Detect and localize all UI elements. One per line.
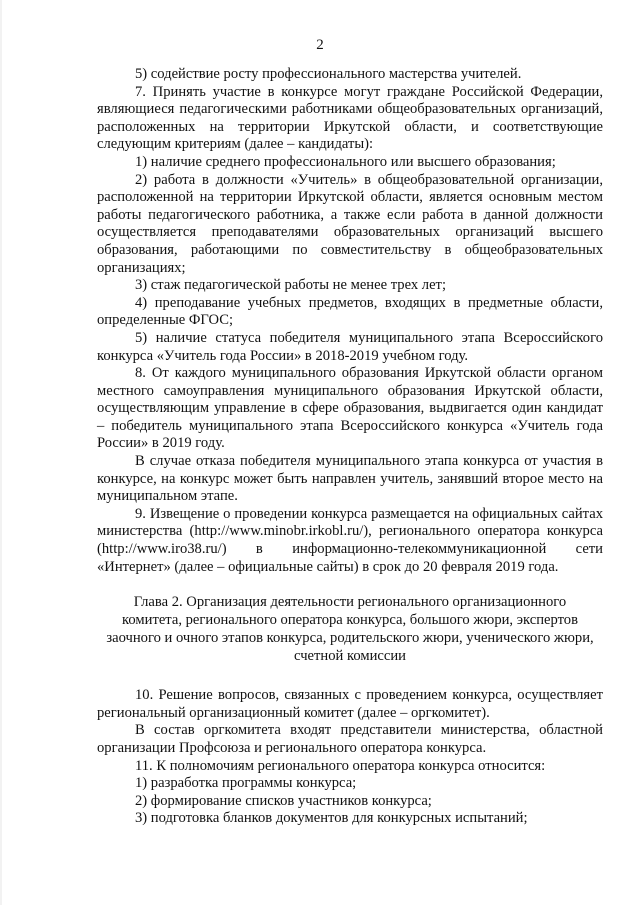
criterion-5-winner-status: 5) наличие статуса победителя муниципального этапа Всероссийского конкурса «Учитель года России» в 2018-2019 учебном году. — [97, 329, 603, 364]
paragraph-10-orgcommittee: 10. Решение вопросов, связанных с проведением конкурса, осуществляет региональный организационный комитет (далее – оргкомитет). — [97, 687, 603, 721]
criterion-1-education: 1) наличие среднего профессионального или высшего образования; — [135, 153, 556, 170]
criterion-3-experience: 3) стаж педагогической работы не менее трех лет; — [135, 277, 446, 294]
paragraph-refusal-case: В случае отказа победителя муниципального этапа конкурса от участия в конкурсе, на конкурс может быть направлен учитель, занявший второе место на муниципальном этапе. — [97, 453, 603, 505]
scan-edge — [0, 0, 2, 905]
paragraph-orgcommittee-members: В состав оргкомитета входят представители министерства, областной организации Профсоюза и регионального оператора конкурса. — [97, 722, 603, 756]
paragraph-item-5-goal: 5) содействие росту профессионального мастерства учителей. — [135, 66, 522, 82]
paragraph-9-announcement: 9. Извещение о проведении конкурса размещается на официальных сайтах министерства (http://www.minobr.irkobl.ru/), регионального оператора конкурса (http://www.iro38.ru/) в информационно-телекоммуникационной сети «Интернет» (далее – официальные сайты) в срок до 20 февраля 2019 года. — [97, 505, 603, 575]
chapter-spacer — [97, 665, 603, 687]
chapter-2-heading: Глава 2. Организация деятельности регионального организационного комитета, регионального оператора конкурса, большого жюри, экспертов заочного и очного этапов конкурса, родительского жюри, ученического жюри, счетной комиссии — [106, 594, 594, 665]
paragraph-8-nomination: 8. От каждого муниципального образования Иркутской области органом местного самоуправления муниципального образования Иркутской области, осуществляющим управление в сфере образования, выдвигается один кандидат – победитель муниципального этапа Всероссийского конкурса «Учитель года России» в 2019 году. — [97, 365, 603, 452]
power-2-lists: 2) формирование списков участников конкурса; — [135, 792, 432, 809]
criterion-4-subjects: 4) преподавание учебных предметов, входящих в предметные области, определенные ФГОС; — [97, 294, 603, 329]
page-number: 2 — [316, 37, 324, 53]
power-1-program: 1) разработка программы конкурса; — [135, 775, 357, 792]
paragraph-11-operator-powers: 11. К полномочиям регионального оператора конкурса относится: — [135, 757, 546, 774]
paragraph-7-participants: 7. Принять участие в конкурсе могут граждане Российской Федерации, являющиеся педагогическими работниками общеобразовательных организаций, расположенных на территории Иркутской области, и соответствующие следующим критериям (далее – кандидаты): — [97, 83, 603, 153]
power-3-forms: 3) подготовка бланков документов для конкурсных испытаний; — [135, 810, 528, 827]
criterion-2-position: 2) работа в должности «Учитель» в общеобразовательной организации, расположенной на территории Иркутской области, является основным местом работы педагогического работника, а также если работа в данной должности осуществляется преподавателями образовательных организаций высшего образования, работающими по совместительству в общеобразовательных организациях; — [97, 171, 603, 276]
document-body — [97, 66, 603, 828]
